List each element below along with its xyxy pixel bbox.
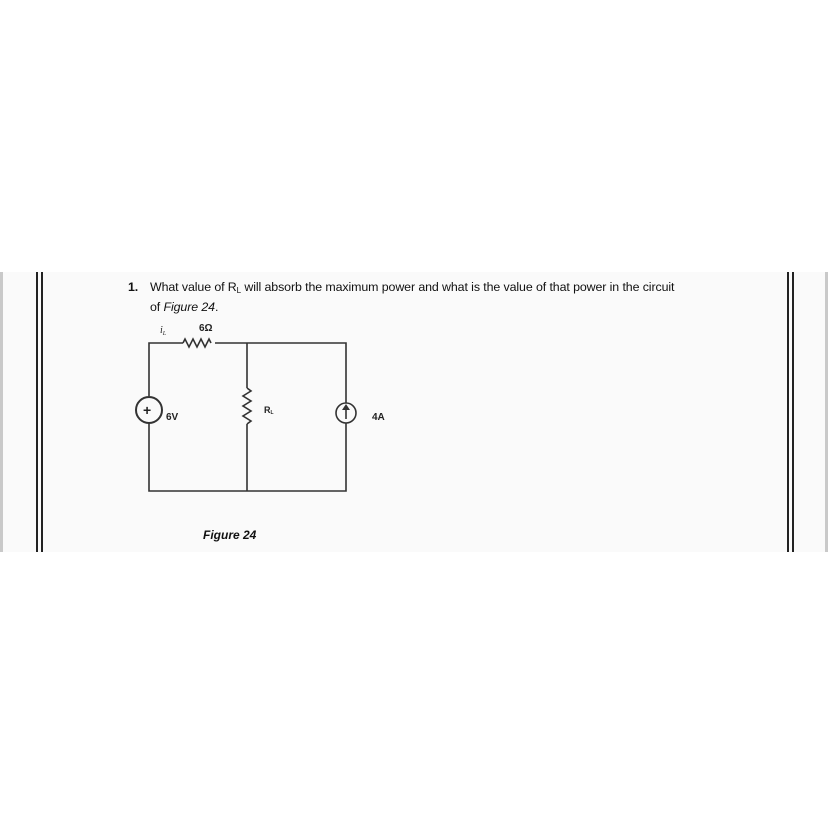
wire-left-top [149, 343, 183, 396]
current-source-label: 4A [372, 412, 385, 423]
question-text-part: What value of R [150, 280, 237, 294]
arrow-up-icon [342, 404, 350, 410]
figure-reference: Figure 24 [163, 300, 215, 314]
question-text-part: of [150, 300, 164, 314]
subscript: L [236, 286, 242, 295]
load-label: RL [264, 405, 274, 416]
question-text-part: . [214, 300, 219, 314]
question-number: 1. [128, 280, 139, 294]
load-resistor [243, 388, 251, 424]
question-text-part: will absorb the maximum power and what is the value of that power in the circuit [241, 280, 675, 294]
voltage-label: 6V [166, 412, 179, 423]
figure-caption: Figure 24 [203, 528, 257, 542]
resistor-6ohm [183, 339, 211, 347]
current-label: $i_L$ [160, 325, 167, 337]
source-plus-sign: + [143, 402, 152, 418]
resistor-value-label: 6Ω [199, 323, 213, 334]
wire-top-right [215, 343, 346, 403]
